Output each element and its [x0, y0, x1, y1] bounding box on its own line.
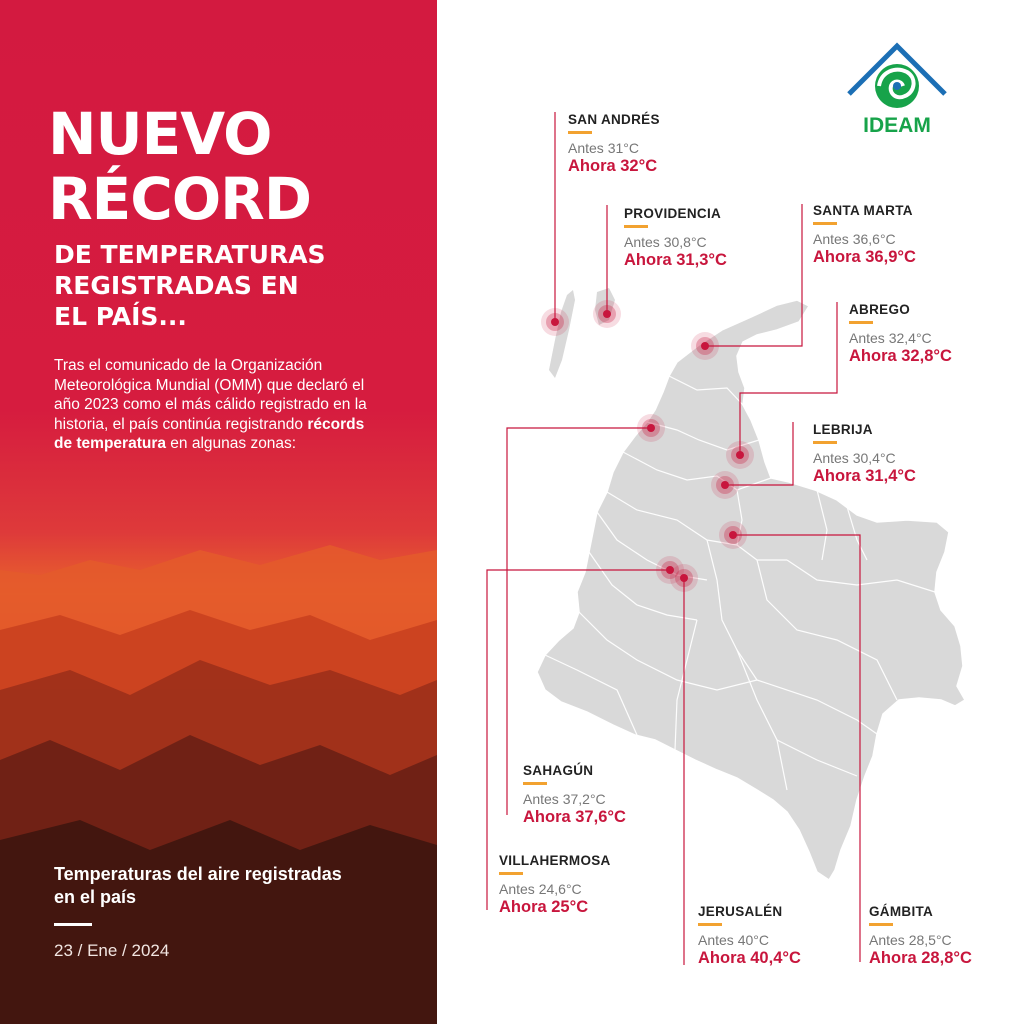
- station-accent-bar: [813, 441, 837, 444]
- intro-text-end: en algunas zonas:: [165, 435, 297, 452]
- ideam-logo: [845, 40, 949, 136]
- station-now: Ahora 31,4°C: [813, 467, 916, 485]
- headline-line-2: RÉCORD: [48, 165, 311, 233]
- station-now: Ahora 31,3°C: [624, 251, 727, 269]
- station-lebrija: [813, 422, 916, 486]
- marker-gambita: [719, 521, 747, 549]
- station-name: SANTA MARTA: [813, 203, 913, 218]
- station-abrego: [849, 302, 952, 366]
- marker-providencia: [593, 300, 621, 328]
- station-now: Ahora 36,9°C: [813, 248, 916, 266]
- station-before: Antes 36,6°C: [813, 231, 896, 247]
- station-now: Ahora 37,6°C: [523, 808, 626, 826]
- intro-bold-text: récords de temperatura: [54, 415, 365, 452]
- marker-jerusalen: [670, 564, 698, 592]
- station-accent-bar: [698, 923, 722, 926]
- marker-abrego: [726, 441, 754, 469]
- station-accent-bar: [849, 321, 873, 324]
- station-before: Antes 28,5°C: [869, 932, 952, 948]
- station-name: JERUSALÉN: [698, 904, 783, 919]
- right-panel: [437, 0, 1024, 1024]
- station-now: Ahora 25°C: [499, 898, 589, 916]
- ideam-logo-icon: [845, 40, 949, 116]
- marker-santa-marta: [691, 332, 719, 360]
- caption-title: Temperaturas del aire registradas en el país: [54, 864, 342, 907]
- station-name: SAN ANDRÉS: [568, 112, 660, 127]
- station-now: Ahora 28,8°C: [869, 949, 972, 967]
- caption-divider: [54, 923, 92, 926]
- headline-line-1: NUEVO: [48, 100, 272, 168]
- station-before: Antes 37,2°C: [523, 791, 606, 807]
- marker-lebrija: [711, 471, 739, 499]
- station-before: Antes 24,6°C: [499, 881, 582, 897]
- station-name: SAHAGÚN: [523, 763, 594, 778]
- station-accent-bar: [869, 923, 893, 926]
- ideam-logo-text: IDEAM: [863, 114, 931, 137]
- station-accent-bar: [499, 872, 523, 875]
- station-before: Antes 40°C: [698, 932, 769, 948]
- station-name: LEBRIJA: [813, 422, 873, 437]
- station-name: ABREGO: [849, 302, 911, 317]
- marker-san-andres: [541, 308, 569, 336]
- station-before: Antes 30,4°C: [813, 450, 896, 466]
- headline-line-4: REGISTRADAS EN: [54, 271, 299, 300]
- station-accent-bar: [568, 131, 592, 134]
- station-before: Antes 31°C: [568, 140, 639, 156]
- station-before: Antes 32,4°C: [849, 330, 932, 346]
- station-now: Ahora 32°C: [568, 157, 658, 175]
- intro-paragraph: [54, 356, 374, 454]
- station-accent-bar: [624, 225, 648, 228]
- station-jerusalen: [698, 904, 801, 968]
- intro-text: Tras el comunicado de la Organización Meteorológica Mundial (OMM) que declaró el año 2023 como el más cálido registrado en la historia, el país continúa registrando: [54, 357, 367, 433]
- station-sahagun: [523, 763, 626, 827]
- station-name: VILLAHERMOSA: [499, 853, 611, 868]
- left-panel: [0, 0, 437, 1024]
- station-before: Antes 30,8°C: [624, 234, 707, 250]
- station-name: PROVIDENCIA: [624, 206, 722, 221]
- headline-line-3: DE TEMPERATURAS: [54, 240, 326, 269]
- station-accent-bar: [523, 782, 547, 785]
- station-villahermosa: [499, 853, 611, 917]
- caption-date: 23 / Ene / 2024: [54, 941, 170, 960]
- station-santa-marta: [813, 203, 916, 267]
- station-accent-bar: [813, 222, 837, 225]
- station-now: Ahora 32,8°C: [849, 347, 952, 365]
- headline-line-5: EL PAÍS...: [54, 302, 187, 331]
- station-name: GÁMBITA: [869, 904, 934, 919]
- marker-sahagun: [637, 414, 665, 442]
- station-providencia: [624, 206, 727, 270]
- station-now: Ahora 40,4°C: [698, 949, 801, 967]
- station-san-andres: [568, 112, 660, 176]
- station-gambita: [869, 904, 972, 968]
